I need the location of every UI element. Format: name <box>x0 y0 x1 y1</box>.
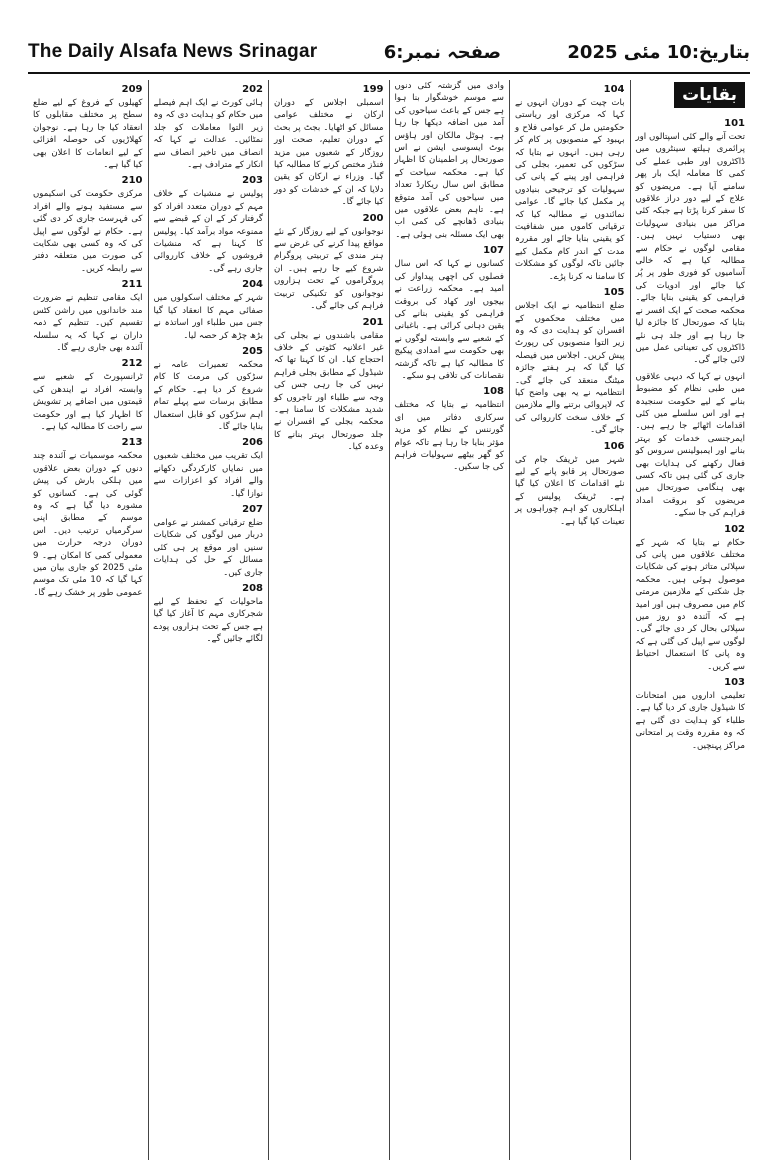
article-paragraph: کھیلوں کے فروغ کے لیے ضلع سطح پر مختلف مقابلوں کا انعقاد کیا جا رہا ہے۔ نوجوان کھلاڑیوں کی حوصلہ افزائی کے لیے انعامات کا اعلان بھی کیا گیا ہے۔ <box>33 98 143 171</box>
article-paragraph: ایک تقریب میں مختلف شعبوں میں نمایاں کارکردگی دکھانے والے افراد کو اعزازات سے نوازا گیا۔ <box>153 451 263 499</box>
item-number: 210 <box>121 175 143 187</box>
article-paragraph: تحت آنے والے کئی اسپتالوں اور پرائمری ہیلتھ سینٹروں میں ڈاکٹروں اور طبی عملے کی کمی کا معاملہ ایک بار پھر سامنے آیا ہے۔ مریضوں کو علاج کے لیے دور دراز علاقوں کا سفر کرنا پڑتا ہے جبکہ کئی مراکز میں بنیادی سہولیات بھی دستیاب نہیں ہیں۔ مقامی لوگوں نے حکام سے مطالبہ کیا ہے کہ خالی آسامیوں کو فوری طور پر پُر کیا جائے اور ادویات کی فراہمی کو یقینی بنایا جائے۔ محکمہ صحت کے ایک افسر نے بتایا کہ صورتحال کا جائزہ لیا جا رہا ہے اور جلد ہی نئے ڈاکٹروں کی تعیناتی عمل میں لائی جائے گی۔ <box>635 132 745 366</box>
news-column <box>28 80 148 1160</box>
page-header <box>28 32 750 74</box>
item-number: 107 <box>483 245 504 257</box>
article-paragraph: کسانوں نے کہا کہ اس سال فصلوں کی اچھی پیداوار کی امید ہے۔ محکمہ زراعت نے بیجوں اور کھاد کی بروقت فراہمی کو یقینی بنانے کی یقین دہانی کرائی ہے۔ باغبانی کے شعبے سے وابستہ لوگوں نے بھی حکومت سے امدادی پیکیج کا مطالبہ کیا ہے تاکہ گزشتہ نقصانات کی تلافی ہو سکے۔ <box>394 259 504 381</box>
item-number: 208 <box>242 583 263 594</box>
item-number: 203 <box>242 175 263 187</box>
item-number: 199 <box>362 84 384 95</box>
section-title: بقایات <box>674 82 745 108</box>
item-number: 206 <box>242 437 263 449</box>
issue-date: بتاریخ:10 مئی 2025 <box>567 41 750 63</box>
item-number: 104 <box>603 84 625 95</box>
news-column <box>630 80 751 1160</box>
item-number: 106 <box>603 440 625 452</box>
article-paragraph: محکمہ موسمیات نے آئندہ چند دنوں کے دوران بعض علاقوں میں ہلکی بارش کی پیش گوئی کی ہے۔ کسانوں کو مشورہ دیا گیا ہے کہ وہ موسم کے مطابق اپنی سرگرمیاں ترتیب دیں۔ اس دوران درجہ حرارت میں معمولی کمی کا امکان ہے۔ 9 مئی 2025 کو جاری بیان میں کہا گیا کہ 10 مئی تک موسم عمومی طور پر خشک رہے گا۔ <box>33 451 143 598</box>
news-column <box>148 80 269 1160</box>
item-number: 103 <box>724 677 745 689</box>
article-paragraph: ضلع ترقیاتی کمشنر نے عوامی دربار میں لوگوں کی شکایات سنیں اور موقع پر ہی کئی مسائل کے حل کی ہدایات جاری کیں۔ <box>153 517 263 578</box>
item-number: 105 <box>603 287 625 299</box>
article-paragraph: پولیس نے منشیات کے خلاف مہم کے دوران متعدد افراد کو گرفتار کر کے ان کے قبضے سے ممنوعہ مواد برآمد کیا۔ پولیس کا کہنا ہے کہ منشیات فروشوں کے خلاف کارروائی جاری رہے گی۔ <box>153 189 263 274</box>
article-paragraph: ہائی کورٹ نے ایک اہم فیصلے میں حکام کو ہدایت دی کہ وہ زیر التوا معاملات کو جلد نمٹائیں۔ عدالت نے کہا کہ انصاف میں تاخیر انصاف سے انکار کے مترادف ہے۔ <box>153 98 263 171</box>
item-number: 201 <box>362 316 384 328</box>
news-column <box>389 80 510 1160</box>
article-paragraph: بات چیت کے دوران انہوں نے کہا کہ مرکزی اور ریاستی حکومتیں مل کر عوامی فلاح و بہبود کے منصوبوں پر کام کر رہی ہیں۔ انہوں نے بتایا کہ سڑکوں کی تعمیر، بجلی کی فراہمی اور پینے کے پانی کی سہولیات کو ترجیحی بنیادوں پر مکمل کیا جائے گا۔ عوامی نمائندوں نے مطالبہ کیا کہ ترقیاتی کاموں میں شفافیت کو یقینی بنایا جائے اور مقررہ مدت کے اندر کام مکمل کیے جائیں تاکہ لوگوں کو مشکلات کا سامنا نہ کرنا پڑے۔ <box>515 98 625 282</box>
article-paragraph: شہر کے مختلف اسکولوں میں صفائی مہم کا انعقاد کیا گیا جس میں طلباء اور اساتذہ نے بڑھ چڑھ کر حصہ لیا۔ <box>153 293 263 341</box>
article-paragraph: شہر میں ٹریفک جام کی صورتحال پر قابو پانے کے لیے نئے اقدامات کا اعلان کیا گیا ہے۔ ٹریفک پولیس کے اہلکاروں کو اہم چوراہوں پر تعینات کیا گیا ہے۔ <box>515 454 625 527</box>
page-number: صفحہ نمبر:6 <box>383 41 501 63</box>
item-number: 212 <box>121 358 143 370</box>
article-paragraph: تعلیمی اداروں میں امتحانات کا شیڈول جاری کر دیا گیا ہے۔ طلباء کو ہدایت دی گئی ہے کہ وہ مقررہ وقت پر امتحانی مراکز پہنچیں۔ <box>635 691 745 751</box>
article-paragraph: مرکزی حکومت کی اسکیموں سے مستفید ہونے والے افراد کی فہرست جاری کر دی گئی ہے۔ حکام نے لوگوں سے اپیل کی کہ وہ کسی بھی شکایت کی صورت میں متعلقہ دفتر سے رابطہ کریں۔ <box>33 189 143 274</box>
item-number: 108 <box>483 386 504 398</box>
article-paragraph: اسمبلی اجلاس کے دوران ارکان نے مختلف عوامی مسائل کو اٹھایا۔ بجٹ پر بحث کے دوران تعلیم، صحت اور روزگار کے شعبوں میں مزید فنڈز مختص کرنے کا مطالبہ کیا گیا۔ وزراء نے ارکان کو یقین دلایا کہ ان کے خدشات کو دور کیا جائے گا۔ <box>274 98 384 208</box>
item-number: 101 <box>724 118 745 129</box>
article-paragraph: محکمہ تعمیرات عامہ نے سڑکوں کی مرمت کا کام شروع کر دیا ہے۔ حکام کے مطابق برسات سے پہلے تمام اہم سڑکوں کو قابل استعمال بنایا جائے گا۔ <box>153 359 263 432</box>
article-paragraph: انتظامیہ نے بتایا کہ مختلف سرکاری دفاتر میں ای گورننس کے نظام کو مزید مؤثر بنایا جا رہا ہے تاکہ عوام کو گھر بیٹھے سہولیات فراہم کی جا سکیں۔ <box>394 400 504 473</box>
item-number: 211 <box>121 279 143 291</box>
article-paragraph: انہوں نے کہا کہ دیہی علاقوں میں طبی نظام کو مضبوط بنانے کے لیے حکومت سنجیدہ ہے اور اس سلسلے میں کئی اقدامات اٹھائے جا رہے ہیں۔ ایمرجنسی خدمات کو بہتر بنانے اور ایمبولینس سروس کو فعال رکھنے کی ہدایات بھی جاری کی گئی ہیں تاکہ کسی بھی ہنگامی صورتحال میں مریضوں کو بروقت امداد فراہم کی جا سکے۔ <box>635 371 745 519</box>
article-paragraph: نوجوانوں کے لیے روزگار کے نئے مواقع پیدا کرنے کی غرض سے ہنر مندی کے تربیتی پروگرام شروع کیے جا رہے ہیں۔ ان پروگراموں کے تحت ہزاروں نوجوانوں کو تکنیکی تربیت فراہم کی جائے گی۔ <box>274 226 384 312</box>
item-number: 102 <box>724 523 745 535</box>
item-number: 202 <box>242 84 263 95</box>
masthead-title: The Daily Alsafa News Srinagar <box>28 41 318 62</box>
item-number: 205 <box>242 345 263 357</box>
article-paragraph: وادی میں گزشتہ کئی دنوں سے موسم خوشگوار بنا ہوا ہے جس کے باعث سیاحوں کی آمد میں اضافہ دیکھا جا رہا ہے۔ ہوٹل مالکان اور ہاؤس بوٹ ایسوسی ایشن نے اس صورتحال پر اطمینان کا اظہار کیا ہے۔ محکمہ سیاحت کے مطابق اس سال ریکارڈ تعداد میں سیاحوں کی آمد متوقع ہے۔ تاہم بعض علاقوں میں بنیادی ڈھانچے کی کمی اب بھی ایک مسئلہ بنی ہوئی ہے۔ <box>394 81 504 240</box>
section-title-row <box>636 80 746 114</box>
article-paragraph: ضلع انتظامیہ نے ایک اجلاس میں مختلف محکموں کے افسران کو ہدایت دی کہ وہ زیر التوا منصوبوں کی رپورٹ پیش کریں۔ اجلاس میں فیصلہ کیا گیا کہ ہر ہفتے جائزہ میٹنگ منعقد کی جائے گی۔ انتظامیہ نے یہ بھی واضح کیا کہ لاپروائی برتنے والے ملازمین کے خلاف سخت کارروائی کی جائے گی۔ <box>515 301 625 436</box>
article-paragraph: مقامی باشندوں نے بجلی کی غیر اعلانیہ کٹوتی کے خلاف احتجاج کیا۔ ان کا کہنا تھا کہ شیڈول کے مطابق بجلی فراہم نہیں کی جا رہی جس کی وجہ سے طلباء اور تاجروں کو شدید مشکلات کا سامنا ہے۔ محکمہ بجلی کے افسران نے جلد صورتحال بہتر بنانے کا وعدہ کیا۔ <box>274 330 384 453</box>
article-paragraph: ٹرانسپورٹ کے شعبے سے وابستہ افراد نے ایندھن کی قیمتوں میں اضافے پر تشویش کا اظہار کیا ہے اور حکومت سے راحت کا مطالبہ کیا ہے۔ <box>33 372 143 432</box>
item-number: 207 <box>242 503 263 515</box>
item-number: 213 <box>121 437 143 449</box>
item-number: 204 <box>242 279 263 291</box>
article-paragraph: ایک مقامی تنظیم نے ضرورت مند خاندانوں میں راشن کٹس تقسیم کیں۔ تنظیم کے ذمہ داران نے کہا کہ یہ سلسلہ آئندہ بھی جاری رہے گا۔ <box>33 293 143 353</box>
item-number: 209 <box>121 84 143 95</box>
news-column <box>268 80 389 1160</box>
article-paragraph: ماحولیات کے تحفظ کے لیے شجرکاری مہم کا آغاز کیا گیا ہے جس کے تحت ہزاروں پودے لگائے جائیں گے۔ <box>153 597 263 645</box>
item-number: 200 <box>362 212 384 224</box>
news-column <box>509 80 630 1160</box>
newspaper-columns <box>28 80 750 1160</box>
article-paragraph: حکام نے بتایا کہ شہر کے مختلف علاقوں میں پانی کی سپلائی متاثر ہونے کی شکایات موصول ہوئی ہیں۔ محکمہ جل شکتی کے ملازمین مرمتی کام میں مصروف ہیں اور امید ہے کہ آئندہ دو روز میں سپلائی بحال کر دی جائے گی۔ لوگوں سے اپیل کی گئی ہے کہ وہ پانی کا استعمال احتیاط سے کریں۔ <box>635 537 745 672</box>
